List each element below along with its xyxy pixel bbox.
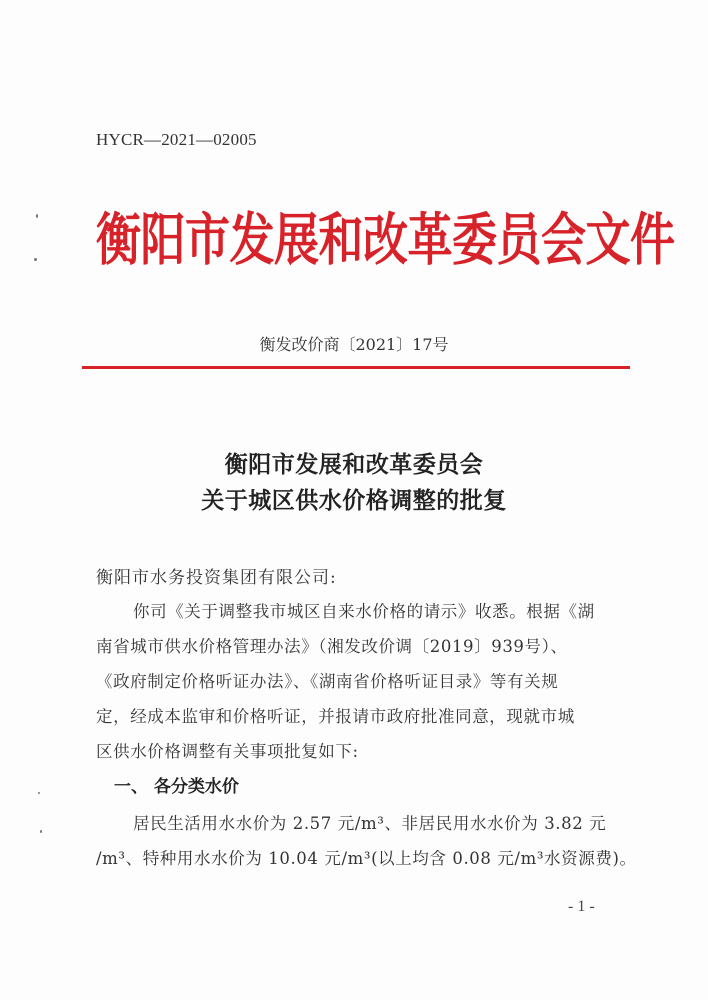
document-code: HYCR—2021—02005 bbox=[96, 130, 257, 149]
subject-title-line-1: 衡阳市发展和改革委员会 bbox=[224, 451, 484, 478]
body-line: 南省城市供水价格管理办法》（湘发改价调〔2019〕939号）、 bbox=[96, 637, 568, 656]
header-title: 衡阳市发展和改革委员会文件 bbox=[96, 206, 675, 273]
section-line: 居民生活用水水价为 2.57 元/m³、非居民用水水价为 3.82 元 bbox=[133, 814, 607, 833]
body-line: 《政府制定价格听证办法》、《湖南省价格听证目录》等有关规 bbox=[96, 672, 559, 691]
scan-speck bbox=[34, 258, 37, 261]
document-number: 衡发改价商〔2021〕17号 bbox=[259, 335, 449, 354]
body-line: 定，经成本监审和价格听证，并报请市政府批准同意，现就市城 bbox=[96, 707, 575, 726]
scan-speck bbox=[36, 214, 38, 218]
section-heading: 一、 各分类水价 bbox=[114, 777, 239, 797]
addressee: 衡阳市水务投资集团有限公司: bbox=[96, 568, 337, 588]
section-line: /m³、特种用水水价为 10.04 元/m³(以上均含 0.08 元/m³水资源费)。 bbox=[96, 849, 637, 868]
scan-speck bbox=[38, 792, 40, 794]
subject-title-line-2: 关于城区供水价格调整的批复 bbox=[201, 487, 507, 514]
red-divider bbox=[82, 366, 630, 369]
body-line: 区供水价格调整有关事项批复如下: bbox=[96, 742, 359, 761]
scan-speck bbox=[40, 830, 42, 833]
page-number: - 1 - bbox=[568, 898, 595, 915]
body-line: 你司《关于调整我市城区自来水价格的请示》收悉。根据《湖 bbox=[133, 602, 595, 621]
